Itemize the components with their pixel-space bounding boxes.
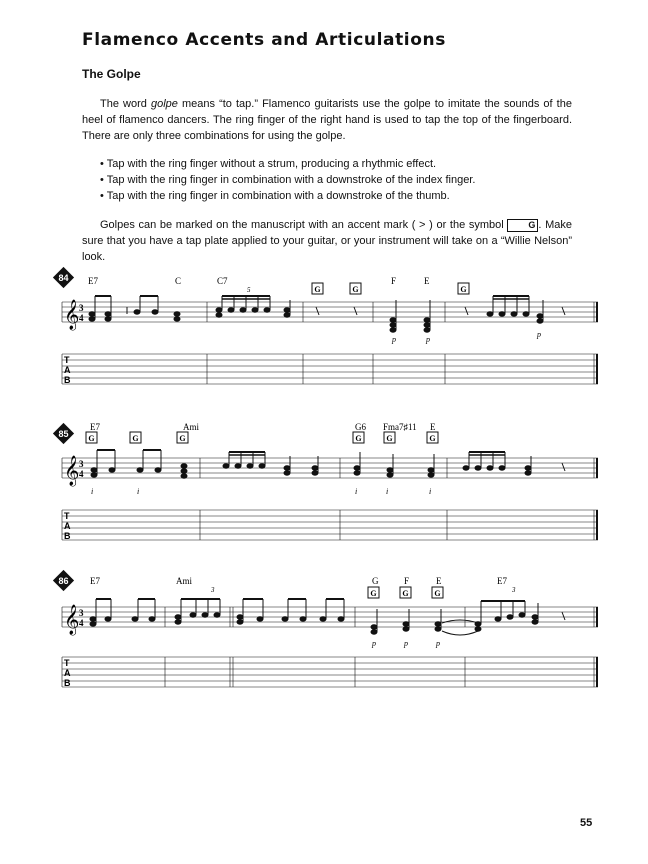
golpe-mark (86, 432, 97, 443)
fingering-label: i (355, 487, 358, 496)
closing-text-b: . Make sure that you have a tap plate applied to your guitar, or your instrument will take on a “Willie Nelson” look. (82, 219, 573, 263)
golpe-mark (384, 432, 395, 443)
golpe-mark (177, 432, 188, 443)
chord-symbol: E7 (90, 422, 100, 432)
svg-text:4: 4 (79, 469, 84, 479)
svg-text:G: G (352, 285, 359, 294)
svg-text:3: 3 (79, 303, 84, 313)
chord-symbol: C7 (217, 276, 228, 286)
golpe-mark (400, 587, 411, 598)
chord-symbol: E7 (497, 576, 507, 586)
closing-text-a: Golpes can be marked on the manuscript with an accent mark ( > ) or the symbol (100, 219, 504, 231)
example-number-badge (53, 267, 74, 288)
chord-symbol: G6 (355, 422, 366, 432)
chord-symbol: E (424, 276, 430, 286)
svg-text:G: G (370, 589, 377, 598)
example-85 (0, 418, 648, 558)
svg-text:G: G (460, 285, 467, 294)
fingering-label: i (386, 487, 389, 496)
svg-text:G: G (314, 285, 321, 294)
svg-text:G: G (386, 434, 393, 443)
closing-paragraph (82, 217, 572, 265)
tuplet-number: 3 (211, 586, 215, 594)
fingering-label: p (426, 335, 430, 344)
treble-clef-icon: 𝄞 (64, 456, 80, 485)
golpe-mark (353, 432, 364, 443)
svg-text:T: T (64, 511, 70, 521)
notes (89, 296, 565, 332)
svg-text:G: G (434, 589, 441, 598)
page-number: 55 (580, 817, 593, 829)
svg-text:B: B (64, 531, 71, 541)
tab-staff (62, 510, 598, 540)
tab-label (64, 355, 71, 385)
svg-text:A: A (64, 365, 71, 375)
chord-symbol: E7 (90, 576, 100, 586)
fingering-label: p (392, 335, 396, 344)
fingering-label: p (372, 639, 376, 648)
bullet-item: • Tap with the ring finger in combination with a downstroke of the index finger. (100, 174, 476, 186)
tab-staff (62, 657, 598, 687)
bullet-list (100, 156, 475, 204)
tuplet-number: 5 (247, 286, 251, 294)
golpe-symbol: G (507, 219, 538, 232)
staff (62, 302, 598, 322)
chord-symbol: E (436, 576, 442, 586)
fingering-label: p (404, 639, 408, 648)
chord-symbol: C (175, 276, 182, 286)
golpe-mark (368, 587, 379, 598)
tuplet-number: 3 (512, 586, 516, 594)
fingering-label: p (537, 330, 541, 339)
svg-text:3: 3 (79, 608, 84, 618)
fingering-label: p (436, 639, 440, 648)
example-86 (0, 565, 648, 705)
svg-text:B: B (64, 678, 71, 688)
golpe-mark (458, 283, 469, 294)
page-title: Flamenco Accents and Articulations (82, 30, 446, 50)
golpe-mark (427, 432, 438, 443)
chord-symbol: F (391, 276, 397, 286)
svg-text:T: T (64, 355, 70, 365)
golpe-mark (350, 283, 361, 294)
bullet-item: • Tap with the ring finger without a strum, producing a rhythmic effect. (100, 158, 437, 170)
example-84 (0, 262, 648, 402)
example-number: 86 (58, 576, 69, 586)
fingering-label: i (91, 487, 94, 496)
chord-symbol: Ami (176, 576, 193, 586)
svg-text:3: 3 (79, 459, 84, 469)
treble-clef-icon: 𝄞 (64, 300, 80, 329)
section-heading: The Golpe (82, 67, 141, 81)
chord-symbol: Fma7♯11 (383, 422, 417, 432)
tab-staff (62, 354, 598, 384)
fingering-label: i (429, 487, 432, 496)
svg-text:G: G (132, 434, 139, 443)
tab-label (64, 511, 71, 541)
tab-label (64, 658, 71, 688)
time-signature (79, 303, 84, 323)
chord-symbol: Ami (183, 422, 200, 432)
intro-paragraph: The word golpe means “to tap.” Flamenco guitarists use the golpe to imitate the sounds of the heel of flamenco dancers. The ring finger of the right hand is used to tap the top of the fingerboard. There are only three combinations for using the golpe. (82, 98, 572, 142)
golpe-mark (130, 432, 141, 443)
chord-symbol: E (430, 422, 436, 432)
treble-clef-icon: 𝄞 (64, 605, 80, 634)
staff (62, 607, 598, 627)
svg-text:G: G (355, 434, 362, 443)
golpe-mark (432, 587, 443, 598)
svg-text:G: G (429, 434, 436, 443)
example-number-badge (53, 570, 74, 591)
example-number: 85 (58, 429, 69, 439)
bullet-item: • Tap with the ring finger in combination with a downstroke of the thumb. (100, 190, 450, 202)
example-number: 84 (58, 273, 69, 283)
chord-symbol: F (404, 576, 410, 586)
svg-text:4: 4 (79, 618, 84, 628)
svg-text:G: G (402, 589, 409, 598)
svg-text:A: A (64, 668, 71, 678)
svg-text:4: 4 (79, 313, 84, 323)
svg-text:T: T (64, 658, 70, 668)
time-signature (79, 608, 84, 628)
fingering-label: i (137, 487, 140, 496)
chord-symbol: E7 (88, 276, 98, 286)
golpe-mark (312, 283, 323, 294)
chord-symbol: G (372, 576, 379, 586)
time-signature (79, 459, 84, 479)
svg-text:G: G (88, 434, 95, 443)
svg-text:B: B (64, 375, 71, 385)
svg-text:A: A (64, 521, 71, 531)
notes (91, 450, 565, 478)
example-number-badge (53, 423, 74, 444)
svg-text:G: G (179, 434, 186, 443)
